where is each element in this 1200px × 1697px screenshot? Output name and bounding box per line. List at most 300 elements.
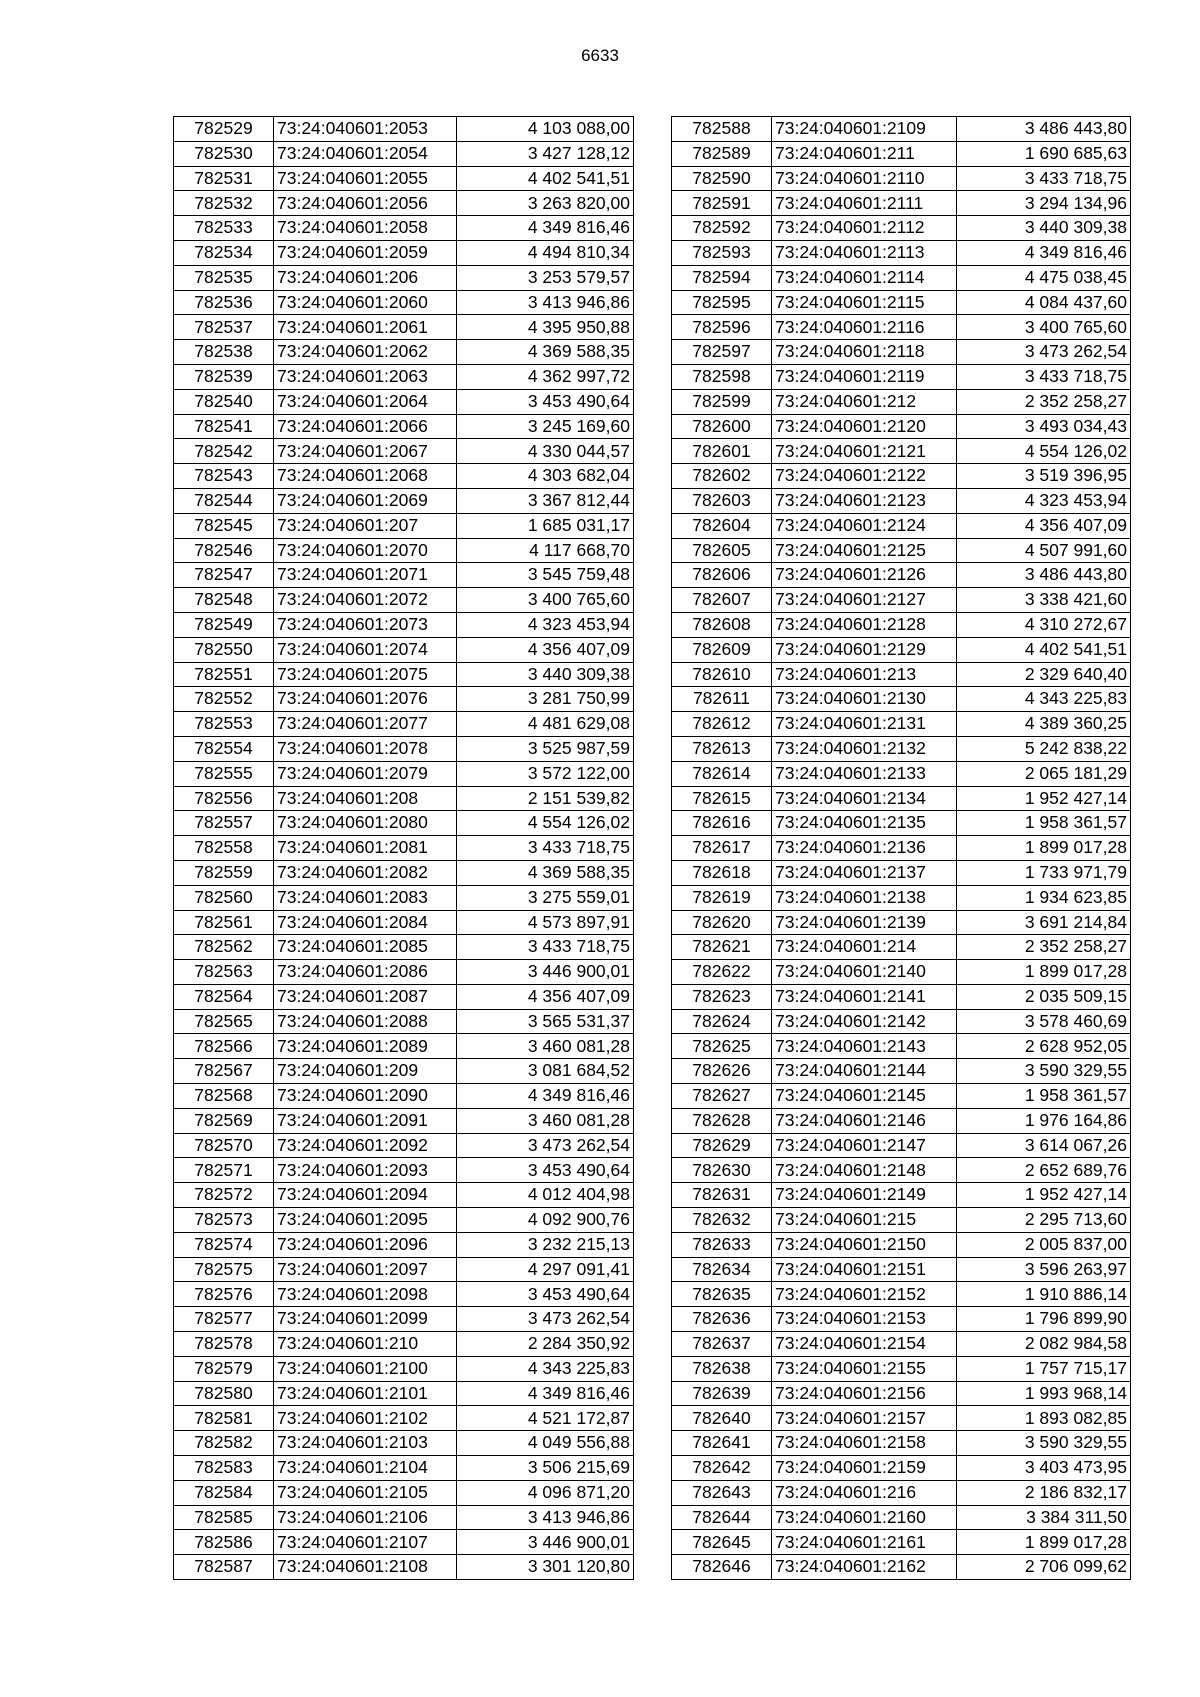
row-number: 782638 bbox=[672, 1356, 772, 1381]
table-row bbox=[672, 117, 1131, 142]
row-number: 782595 bbox=[672, 290, 772, 315]
table-row bbox=[672, 637, 1131, 662]
row-number: 782607 bbox=[672, 588, 772, 613]
cadastral-value: 2 005 837,00 bbox=[957, 1232, 1131, 1257]
cadastral-number: 73:24:040601:2119 bbox=[772, 364, 957, 389]
table-row bbox=[672, 240, 1131, 265]
table-row bbox=[672, 910, 1131, 935]
table-row bbox=[174, 315, 634, 340]
cadastral-value: 3 433 718,75 bbox=[457, 836, 634, 861]
table-row bbox=[672, 687, 1131, 712]
row-number: 782603 bbox=[672, 488, 772, 513]
table-row bbox=[672, 1356, 1131, 1381]
cadastral-number: 73:24:040601:2060 bbox=[274, 290, 457, 315]
cadastral-value: 1 952 427,14 bbox=[957, 1183, 1131, 1208]
table-row bbox=[174, 1431, 634, 1456]
table-row bbox=[174, 1282, 634, 1307]
cadastral-value: 2 706 099,62 bbox=[957, 1555, 1131, 1580]
row-number: 782548 bbox=[174, 588, 274, 613]
row-number: 782617 bbox=[672, 836, 772, 861]
cadastral-value: 2 035 509,15 bbox=[957, 984, 1131, 1009]
table-row bbox=[672, 1381, 1131, 1406]
cadastral-value: 3 446 900,01 bbox=[457, 960, 634, 985]
row-number: 782553 bbox=[174, 712, 274, 737]
table-row bbox=[672, 1307, 1131, 1332]
cadastral-value: 3 301 120,80 bbox=[457, 1555, 634, 1580]
cadastral-value: 3 400 765,60 bbox=[957, 315, 1131, 340]
row-number: 782637 bbox=[672, 1332, 772, 1357]
cadastral-value: 1 952 427,14 bbox=[957, 786, 1131, 811]
row-number: 782614 bbox=[672, 761, 772, 786]
table-row bbox=[672, 612, 1131, 637]
cadastral-value: 3 545 759,48 bbox=[457, 563, 634, 588]
table-row bbox=[174, 612, 634, 637]
table-row bbox=[672, 1257, 1131, 1282]
row-number: 782632 bbox=[672, 1208, 772, 1233]
cadastral-number: 73:24:040601:2140 bbox=[772, 960, 957, 985]
table-row bbox=[174, 836, 634, 861]
cadastral-value: 1 910 886,14 bbox=[957, 1282, 1131, 1307]
row-number: 782532 bbox=[174, 191, 274, 216]
table-row bbox=[672, 389, 1131, 414]
row-number: 782545 bbox=[174, 513, 274, 538]
cadastral-number: 73:24:040601:2128 bbox=[772, 612, 957, 637]
table-row bbox=[672, 439, 1131, 464]
cadastral-value: 3 519 396,95 bbox=[957, 464, 1131, 489]
row-number: 782533 bbox=[174, 216, 274, 241]
cadastral-number: 73:24:040601:2077 bbox=[274, 712, 457, 737]
cadastral-number: 73:24:040601:2096 bbox=[274, 1232, 457, 1257]
row-number: 782641 bbox=[672, 1431, 772, 1456]
cadastral-value: 4 521 172,87 bbox=[457, 1406, 634, 1431]
cadastral-number: 73:24:040601:2097 bbox=[274, 1257, 457, 1282]
cadastral-number: 73:24:040601:2062 bbox=[274, 340, 457, 365]
row-number: 782601 bbox=[672, 439, 772, 464]
cadastral-value: 4 389 360,25 bbox=[957, 712, 1131, 737]
cadastral-number: 73:24:040601:2126 bbox=[772, 563, 957, 588]
cadastral-number: 73:24:040601:206 bbox=[274, 265, 457, 290]
cadastral-value: 3 578 460,69 bbox=[957, 1009, 1131, 1034]
table-row bbox=[174, 538, 634, 563]
table-row bbox=[174, 1381, 634, 1406]
table-row bbox=[174, 1232, 634, 1257]
table-row bbox=[174, 1108, 634, 1133]
cadastral-number: 73:24:040601:2079 bbox=[274, 761, 457, 786]
table-row bbox=[672, 1505, 1131, 1530]
table-row bbox=[672, 464, 1131, 489]
row-number: 782600 bbox=[672, 414, 772, 439]
cadastral-number: 73:24:040601:2106 bbox=[274, 1505, 457, 1530]
table-row bbox=[174, 1555, 634, 1580]
row-number: 782631 bbox=[672, 1183, 772, 1208]
table-row bbox=[174, 1480, 634, 1505]
table-row bbox=[672, 885, 1131, 910]
cadastral-value: 3 232 215,13 bbox=[457, 1232, 634, 1257]
table-row bbox=[174, 935, 634, 960]
cadastral-value: 3 525 987,59 bbox=[457, 736, 634, 761]
cadastral-value: 4 356 407,09 bbox=[957, 513, 1131, 538]
cadastral-number: 73:24:040601:2113 bbox=[772, 240, 957, 265]
row-number: 782613 bbox=[672, 736, 772, 761]
cadastral-number: 73:24:040601:2083 bbox=[274, 885, 457, 910]
cadastral-value: 4 092 900,76 bbox=[457, 1208, 634, 1233]
row-number: 782642 bbox=[672, 1456, 772, 1481]
table-row bbox=[174, 439, 634, 464]
row-number: 782643 bbox=[672, 1480, 772, 1505]
row-number: 782552 bbox=[174, 687, 274, 712]
cadastral-value: 3 691 214,84 bbox=[957, 910, 1131, 935]
cadastral-number: 73:24:040601:2147 bbox=[772, 1133, 957, 1158]
cadastral-number: 73:24:040601:2136 bbox=[772, 836, 957, 861]
table-row bbox=[174, 1356, 634, 1381]
cadastral-number: 73:24:040601:2092 bbox=[274, 1133, 457, 1158]
table-row bbox=[672, 1158, 1131, 1183]
cadastral-value: 4 330 044,57 bbox=[457, 439, 634, 464]
row-number: 782646 bbox=[672, 1555, 772, 1580]
cadastral-number: 73:24:040601:2114 bbox=[772, 265, 957, 290]
table-row bbox=[174, 1530, 634, 1555]
row-number: 782568 bbox=[174, 1084, 274, 1109]
row-number: 782564 bbox=[174, 984, 274, 1009]
row-number: 782566 bbox=[174, 1034, 274, 1059]
row-number: 782563 bbox=[174, 960, 274, 985]
cadastral-value: 1 796 899,90 bbox=[957, 1307, 1131, 1332]
cadastral-number: 73:24:040601:2143 bbox=[772, 1034, 957, 1059]
row-number: 782605 bbox=[672, 538, 772, 563]
table-row bbox=[174, 637, 634, 662]
cadastral-number: 73:24:040601:2149 bbox=[772, 1183, 957, 1208]
table-row bbox=[174, 1034, 634, 1059]
table-row bbox=[174, 1183, 634, 1208]
cadastral-value: 4 103 088,00 bbox=[457, 117, 634, 142]
cadastral-number: 73:24:040601:2134 bbox=[772, 786, 957, 811]
cadastral-number: 73:24:040601:2156 bbox=[772, 1381, 957, 1406]
cadastral-value: 3 446 900,01 bbox=[457, 1530, 634, 1555]
row-number: 782611 bbox=[672, 687, 772, 712]
table-row bbox=[174, 216, 634, 241]
row-number: 782554 bbox=[174, 736, 274, 761]
table-row bbox=[174, 1158, 634, 1183]
cadastral-value: 4 369 588,35 bbox=[457, 860, 634, 885]
cadastral-value: 3 081 684,52 bbox=[457, 1059, 634, 1084]
cadastral-value: 3 460 081,28 bbox=[457, 1108, 634, 1133]
table-row bbox=[174, 389, 634, 414]
cadastral-value: 1 976 164,86 bbox=[957, 1108, 1131, 1133]
table-row bbox=[672, 662, 1131, 687]
cadastral-value: 3 427 128,12 bbox=[457, 141, 634, 166]
row-number: 782645 bbox=[672, 1530, 772, 1555]
cadastral-number: 73:24:040601:2122 bbox=[772, 464, 957, 489]
table-row bbox=[672, 860, 1131, 885]
row-number: 782588 bbox=[672, 117, 772, 142]
table-row bbox=[174, 1257, 634, 1282]
cadastral-value: 3 460 081,28 bbox=[457, 1034, 634, 1059]
cadastral-value: 3 453 490,64 bbox=[457, 389, 634, 414]
row-number: 782558 bbox=[174, 836, 274, 861]
cadastral-number: 73:24:040601:215 bbox=[772, 1208, 957, 1233]
cadastral-value: 4 349 816,46 bbox=[457, 1381, 634, 1406]
cadastral-value: 4 507 991,60 bbox=[957, 538, 1131, 563]
cadastral-number: 73:24:040601:2063 bbox=[274, 364, 457, 389]
cadastral-value: 4 303 682,04 bbox=[457, 464, 634, 489]
cadastral-number: 73:24:040601:2125 bbox=[772, 538, 957, 563]
cadastral-number: 73:24:040601:2098 bbox=[274, 1282, 457, 1307]
table-row bbox=[174, 786, 634, 811]
row-number: 782639 bbox=[672, 1381, 772, 1406]
row-number: 782572 bbox=[174, 1183, 274, 1208]
cadastral-value: 1 993 968,14 bbox=[957, 1381, 1131, 1406]
table-row bbox=[672, 364, 1131, 389]
row-number: 782634 bbox=[672, 1257, 772, 1282]
cadastral-number: 73:24:040601:2144 bbox=[772, 1059, 957, 1084]
cadastral-value: 3 367 812,44 bbox=[457, 488, 634, 513]
cadastral-value: 3 493 034,43 bbox=[957, 414, 1131, 439]
table-row bbox=[672, 1431, 1131, 1456]
cadastral-number: 73:24:040601:2070 bbox=[274, 538, 457, 563]
cadastral-value: 3 433 718,75 bbox=[957, 364, 1131, 389]
cadastral-number: 73:24:040601:2116 bbox=[772, 315, 957, 340]
cadastral-number: 73:24:040601:2059 bbox=[274, 240, 457, 265]
row-number: 782619 bbox=[672, 885, 772, 910]
row-number: 782615 bbox=[672, 786, 772, 811]
table-row bbox=[174, 1505, 634, 1530]
row-number: 782534 bbox=[174, 240, 274, 265]
cadastral-number: 73:24:040601:2111 bbox=[772, 191, 957, 216]
row-number: 782597 bbox=[672, 340, 772, 365]
row-number: 782606 bbox=[672, 563, 772, 588]
table-row bbox=[672, 216, 1131, 241]
cadastral-number: 73:24:040601:2103 bbox=[274, 1431, 457, 1456]
cadastral-number: 73:24:040601:2069 bbox=[274, 488, 457, 513]
table-row bbox=[672, 191, 1131, 216]
row-number: 782565 bbox=[174, 1009, 274, 1034]
table-row bbox=[174, 488, 634, 513]
table-row bbox=[672, 836, 1131, 861]
cadastral-number: 73:24:040601:2094 bbox=[274, 1183, 457, 1208]
row-number: 782535 bbox=[174, 265, 274, 290]
cadastral-number: 73:24:040601:2157 bbox=[772, 1406, 957, 1431]
table-row bbox=[174, 464, 634, 489]
cadastral-number: 73:24:040601:2100 bbox=[274, 1356, 457, 1381]
cadastral-number: 73:24:040601:2115 bbox=[772, 290, 957, 315]
row-number: 782584 bbox=[174, 1480, 274, 1505]
table-row bbox=[174, 885, 634, 910]
cadastral-number: 73:24:040601:2056 bbox=[274, 191, 457, 216]
row-number: 782587 bbox=[174, 1555, 274, 1580]
row-number: 782551 bbox=[174, 662, 274, 687]
table-row bbox=[672, 1332, 1131, 1357]
cadastral-number: 73:24:040601:2150 bbox=[772, 1232, 957, 1257]
cadastral-value: 3 245 169,60 bbox=[457, 414, 634, 439]
cadastral-value: 2 186 832,17 bbox=[957, 1480, 1131, 1505]
cadastral-value: 1 685 031,17 bbox=[457, 513, 634, 538]
row-number: 782624 bbox=[672, 1009, 772, 1034]
row-number: 782573 bbox=[174, 1208, 274, 1233]
row-number: 782604 bbox=[672, 513, 772, 538]
cadastral-value: 2 082 984,58 bbox=[957, 1332, 1131, 1357]
table-row bbox=[672, 414, 1131, 439]
cadastral-number: 73:24:040601:2086 bbox=[274, 960, 457, 985]
row-number: 782570 bbox=[174, 1133, 274, 1158]
cadastral-value: 2 628 952,05 bbox=[957, 1034, 1131, 1059]
cadastral-value: 3 413 946,86 bbox=[457, 290, 634, 315]
cadastral-number: 73:24:040601:2162 bbox=[772, 1555, 957, 1580]
cadastral-number: 73:24:040601:2090 bbox=[274, 1084, 457, 1109]
cadastral-number: 73:24:040601:2133 bbox=[772, 761, 957, 786]
cadastral-value: 3 614 067,26 bbox=[957, 1133, 1131, 1158]
row-number: 782581 bbox=[174, 1406, 274, 1431]
cadastral-value: 4 356 407,09 bbox=[457, 984, 634, 1009]
row-number: 782623 bbox=[672, 984, 772, 1009]
cadastral-number: 73:24:040601:207 bbox=[274, 513, 457, 538]
table-row bbox=[672, 1555, 1131, 1580]
cadastral-value: 4 356 407,09 bbox=[457, 637, 634, 662]
cadastral-number: 73:24:040601:2101 bbox=[274, 1381, 457, 1406]
row-number: 782538 bbox=[174, 340, 274, 365]
table-row bbox=[672, 588, 1131, 613]
table-row bbox=[672, 1480, 1131, 1505]
table-row bbox=[672, 1133, 1131, 1158]
row-number: 782575 bbox=[174, 1257, 274, 1282]
page-number: 6633 bbox=[581, 46, 619, 65]
row-number: 782580 bbox=[174, 1381, 274, 1406]
cadastral-value: 3 506 215,69 bbox=[457, 1456, 634, 1481]
cadastral-number: 73:24:040601:2152 bbox=[772, 1282, 957, 1307]
table-row bbox=[672, 290, 1131, 315]
table-row bbox=[174, 1406, 634, 1431]
row-number: 782556 bbox=[174, 786, 274, 811]
cadastral-value: 4 554 126,02 bbox=[957, 439, 1131, 464]
cadastral-value: 4 343 225,83 bbox=[957, 687, 1131, 712]
row-number: 782590 bbox=[672, 166, 772, 191]
row-number: 782621 bbox=[672, 935, 772, 960]
row-number: 782602 bbox=[672, 464, 772, 489]
cadastral-number: 73:24:040601:209 bbox=[274, 1059, 457, 1084]
cadastral-value: 4 369 588,35 bbox=[457, 340, 634, 365]
cadastral-value: 4 117 668,70 bbox=[457, 538, 634, 563]
row-number: 782577 bbox=[174, 1307, 274, 1332]
cadastral-number: 73:24:040601:2053 bbox=[274, 117, 457, 142]
row-number: 782561 bbox=[174, 910, 274, 935]
cadastral-number: 73:24:040601:2105 bbox=[274, 1480, 457, 1505]
row-number: 782599 bbox=[672, 389, 772, 414]
cadastral-value: 3 565 531,37 bbox=[457, 1009, 634, 1034]
cadastral-number: 73:24:040601:2158 bbox=[772, 1431, 957, 1456]
row-number: 782644 bbox=[672, 1505, 772, 1530]
cadastral-number: 73:24:040601:2078 bbox=[274, 736, 457, 761]
cadastral-number: 73:24:040601:2161 bbox=[772, 1530, 957, 1555]
cadastral-value: 2 329 640,40 bbox=[957, 662, 1131, 687]
cadastral-value: 1 893 082,85 bbox=[957, 1406, 1131, 1431]
cadastral-value: 1 899 017,28 bbox=[957, 836, 1131, 861]
cadastral-value: 4 310 272,67 bbox=[957, 612, 1131, 637]
table-row bbox=[174, 662, 634, 687]
cadastral-value: 4 349 816,46 bbox=[957, 240, 1131, 265]
cadastral-number: 73:24:040601:2054 bbox=[274, 141, 457, 166]
row-number: 782629 bbox=[672, 1133, 772, 1158]
cadastral-value: 1 757 715,17 bbox=[957, 1356, 1131, 1381]
cadastral-value: 4 475 038,45 bbox=[957, 265, 1131, 290]
cadastral-number: 73:24:040601:2064 bbox=[274, 389, 457, 414]
cadastral-number: 73:24:040601:2108 bbox=[274, 1555, 457, 1580]
cadastral-value: 4 297 091,41 bbox=[457, 1257, 634, 1282]
row-number: 782598 bbox=[672, 364, 772, 389]
cadastral-value: 3 440 309,38 bbox=[957, 216, 1131, 241]
cadastral-number: 73:24:040601:208 bbox=[274, 786, 457, 811]
table-row bbox=[174, 1208, 634, 1233]
row-number: 782567 bbox=[174, 1059, 274, 1084]
cadastral-value: 3 433 718,75 bbox=[957, 166, 1131, 191]
row-number: 782569 bbox=[174, 1108, 274, 1133]
cadastral-number: 73:24:040601:2082 bbox=[274, 860, 457, 885]
cadastral-value: 4 494 810,34 bbox=[457, 240, 634, 265]
cadastral-number: 73:24:040601:2137 bbox=[772, 860, 957, 885]
cadastral-value: 4 554 126,02 bbox=[457, 811, 634, 836]
table-row bbox=[672, 984, 1131, 1009]
row-number: 782550 bbox=[174, 637, 274, 662]
cadastral-number: 73:24:040601:2084 bbox=[274, 910, 457, 935]
table-row bbox=[174, 736, 634, 761]
cadastral-value: 3 294 134,96 bbox=[957, 191, 1131, 216]
table-row bbox=[672, 1108, 1131, 1133]
cadastral-number: 73:24:040601:2102 bbox=[274, 1406, 457, 1431]
cadastral-value: 4 323 453,94 bbox=[457, 612, 634, 637]
table-row bbox=[672, 141, 1131, 166]
cadastral-value: 1 899 017,28 bbox=[957, 960, 1131, 985]
cadastral-number: 73:24:040601:2138 bbox=[772, 885, 957, 910]
row-number: 782562 bbox=[174, 935, 274, 960]
cadastral-number: 73:24:040601:2135 bbox=[772, 811, 957, 836]
table-row bbox=[672, 265, 1131, 290]
table-row bbox=[174, 1332, 634, 1357]
row-number: 782557 bbox=[174, 811, 274, 836]
table-row bbox=[672, 1232, 1131, 1257]
table-row bbox=[672, 1059, 1131, 1084]
row-number: 782627 bbox=[672, 1084, 772, 1109]
cadastral-value: 1 958 361,57 bbox=[957, 1084, 1131, 1109]
row-number: 782636 bbox=[672, 1307, 772, 1332]
table-row bbox=[672, 736, 1131, 761]
cadastral-number: 73:24:040601:2075 bbox=[274, 662, 457, 687]
row-number: 782608 bbox=[672, 612, 772, 637]
table-row bbox=[174, 761, 634, 786]
cadastral-value: 3 486 443,80 bbox=[957, 117, 1131, 142]
table-row bbox=[174, 984, 634, 1009]
table-row bbox=[672, 811, 1131, 836]
cadastral-number: 73:24:040601:2131 bbox=[772, 712, 957, 737]
table-row bbox=[174, 687, 634, 712]
table-row bbox=[174, 340, 634, 365]
cadastral-value: 4 573 897,91 bbox=[457, 910, 634, 935]
row-number: 782620 bbox=[672, 910, 772, 935]
cadastral-value: 3 453 490,64 bbox=[457, 1282, 634, 1307]
row-number: 782578 bbox=[174, 1332, 274, 1357]
cadastral-number: 73:24:040601:2061 bbox=[274, 315, 457, 340]
row-number: 782574 bbox=[174, 1232, 274, 1257]
table-row bbox=[672, 1034, 1131, 1059]
row-number: 782640 bbox=[672, 1406, 772, 1431]
table-row bbox=[672, 786, 1131, 811]
row-number: 782571 bbox=[174, 1158, 274, 1183]
table-row bbox=[672, 340, 1131, 365]
cadastral-value: 3 596 263,97 bbox=[957, 1257, 1131, 1282]
cadastral-number: 73:24:040601:2076 bbox=[274, 687, 457, 712]
table-row bbox=[672, 1530, 1131, 1555]
table-row bbox=[174, 1009, 634, 1034]
table-row bbox=[672, 166, 1131, 191]
row-number: 782539 bbox=[174, 364, 274, 389]
cadastral-value: 3 590 329,55 bbox=[957, 1059, 1131, 1084]
